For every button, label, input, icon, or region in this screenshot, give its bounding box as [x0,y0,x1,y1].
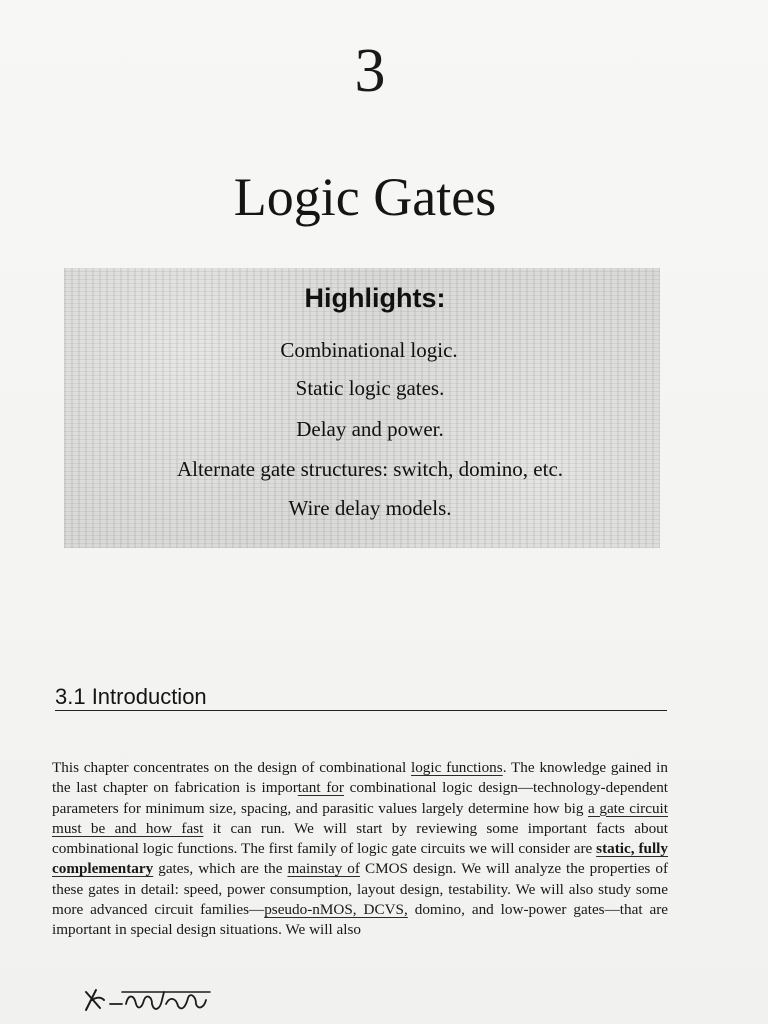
text-run: domino, and low-power gates—that are important in special design situations. We will also [52,901,669,939]
highlight-item: Wire delay models. [288,496,452,520]
text-run: . The knowledge gained in the last chapter on fabrication is impor [52,759,668,797]
text-run: it can run. We will start by reviewing some important facts about combinational logic functions. The first family of logic gate circuits we will consider are [52,819,668,858]
text-run: gates, which are the [153,860,288,878]
bold-term: static, fully complementary [52,840,669,878]
section-rule [55,710,667,711]
section-heading: 3.1 Introduction [55,684,207,709]
underlined-text: a gate circuit must be and how fast [52,799,668,837]
highlight-item: Combinational logic. [280,338,458,362]
underlined-text: logic functions [410,759,503,776]
highlight-item: Alternate gate structures: switch, domino, etc. [176,457,564,481]
text-run: CMOS design. We will analyze the properties of these gates in detail: speed, power consumption, layout design, testability. We will also study some more advanced circuit families— [52,860,669,919]
signature-icon [82,982,232,1016]
underlined-text: mainstay of [287,860,360,878]
chapter-title: Logic Gates [233,167,497,227]
text-run: This chapter concentrates on the design of combinational [52,759,411,776]
text-run: combinational logic design—technology-dependent parameters for minimum size, spacing, and parasitic values largely determine how big [52,779,669,817]
underlined-text: pseudo-nMOS, DCVS, [264,901,408,919]
underlined-text: tant for [297,779,344,797]
highlights-title: Highlights: [304,283,446,313]
chapter-number: 3 [354,37,386,105]
intro-paragraph [52,758,668,941]
highlight-item: Static logic gates. [295,376,445,400]
highlight-item: Delay and power. [296,417,444,441]
